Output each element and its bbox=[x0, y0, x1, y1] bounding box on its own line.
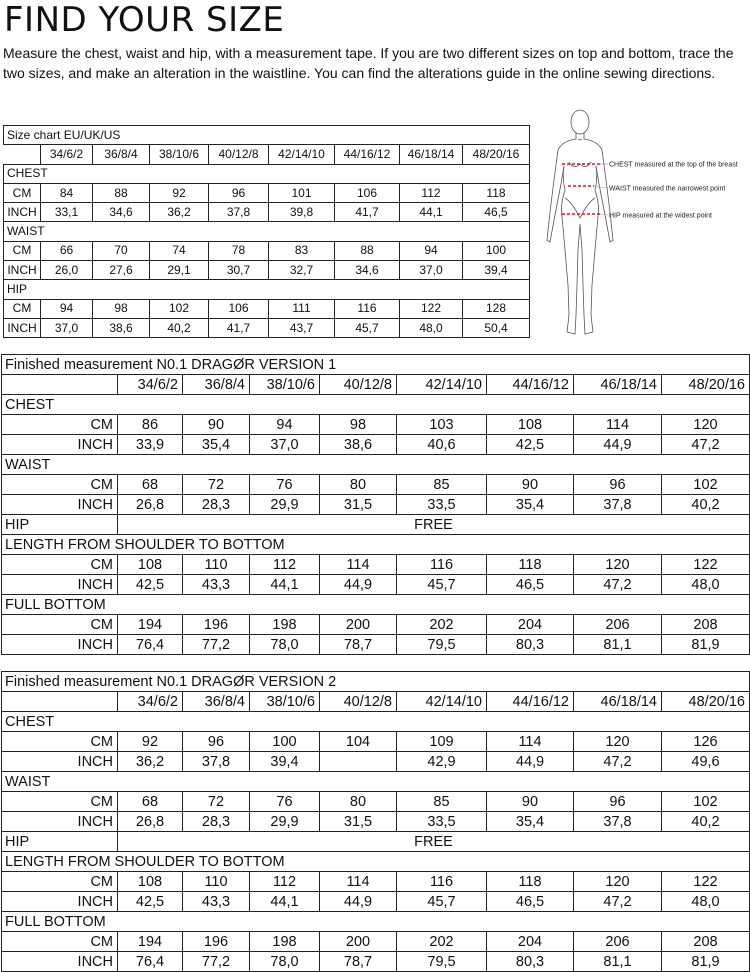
table-row bbox=[2, 435, 750, 455]
value-cell: 36,2 bbox=[118, 752, 183, 772]
table-row bbox=[4, 241, 530, 260]
value-cell: 196 bbox=[183, 615, 250, 635]
value-cell: 26,8 bbox=[118, 812, 183, 832]
value-cell: 40,2 bbox=[662, 495, 750, 515]
value-cell: 96 bbox=[574, 475, 662, 495]
value-cell: 118 bbox=[487, 872, 574, 892]
intro-text: Measure the chest, waist and hip, with a measurement tape. If you are two different sizes on top and bottom, trace the two sizes, and make an alteration in the waistline. You can find the alterations guide in the online sewing directions. bbox=[3, 45, 734, 81]
value-cell: 76 bbox=[250, 475, 320, 495]
section-row bbox=[2, 395, 750, 415]
value-cell: 88 bbox=[335, 241, 400, 260]
value-cell: 120 bbox=[574, 732, 662, 752]
size-chart-table bbox=[3, 125, 530, 338]
value-cell: 34,6 bbox=[335, 261, 400, 280]
value-cell: 109 bbox=[397, 732, 487, 752]
section-row bbox=[2, 515, 750, 535]
table-row bbox=[2, 615, 750, 635]
value-cell: 120 bbox=[574, 872, 662, 892]
value-cell: 114 bbox=[320, 872, 397, 892]
value-cell: 204 bbox=[487, 932, 574, 952]
header-spacer bbox=[2, 375, 118, 395]
value-cell: 42,9 bbox=[397, 752, 487, 772]
value-cell: 208 bbox=[662, 615, 750, 635]
value-cell: 29,9 bbox=[250, 495, 320, 515]
value-cell: 94 bbox=[41, 299, 93, 318]
unit-label: INCH bbox=[4, 261, 41, 280]
size-header: 48/20/16 bbox=[662, 692, 750, 712]
unit-label: CM bbox=[2, 792, 118, 812]
size-header: 36/8/4 bbox=[183, 692, 250, 712]
value-cell: 43,3 bbox=[183, 575, 250, 595]
section-label: CHEST bbox=[4, 164, 530, 183]
section-row bbox=[2, 912, 750, 932]
value-cell: 118 bbox=[487, 555, 574, 575]
value-cell: 96 bbox=[183, 732, 250, 752]
value-cell: 49,6 bbox=[662, 752, 750, 772]
table-row bbox=[4, 299, 530, 318]
size-header: 34/6/2 bbox=[118, 375, 183, 395]
unit-label: INCH bbox=[2, 575, 118, 595]
value-cell: 128 bbox=[463, 299, 530, 318]
value-cell: 80 bbox=[320, 792, 397, 812]
value-cell: 33,5 bbox=[397, 812, 487, 832]
size-header: 38/10/6 bbox=[250, 692, 320, 712]
value-cell: 77,2 bbox=[183, 952, 250, 972]
value-cell: 88 bbox=[93, 183, 150, 202]
value-cell: 44,1 bbox=[250, 575, 320, 595]
section-row bbox=[4, 164, 530, 183]
table-row bbox=[2, 555, 750, 575]
value-cell: 108 bbox=[487, 415, 574, 435]
free-cell: FREE bbox=[118, 515, 750, 535]
value-cell: 42,5 bbox=[118, 575, 183, 595]
value-cell: 26,0 bbox=[41, 261, 93, 280]
table-title-row bbox=[4, 126, 530, 145]
unit-label: INCH bbox=[4, 318, 41, 337]
section-label: HIP bbox=[2, 515, 118, 535]
value-cell: 38,6 bbox=[320, 435, 397, 455]
value-cell: 48,0 bbox=[662, 575, 750, 595]
table-title: Finished measurement N0.1 DRAGØR VERSION 2 bbox=[2, 672, 750, 692]
size-header: 40/12/8 bbox=[320, 375, 397, 395]
value-cell: 200 bbox=[320, 615, 397, 635]
value-cell: 43,7 bbox=[269, 318, 335, 337]
value-cell: 76 bbox=[250, 792, 320, 812]
value-cell: 111 bbox=[269, 299, 335, 318]
value-cell: 34,6 bbox=[93, 203, 150, 222]
unit-label: CM bbox=[2, 555, 118, 575]
size-header: 42/14/10 bbox=[397, 375, 487, 395]
value-cell: 108 bbox=[118, 555, 183, 575]
value-cell: 47,2 bbox=[574, 752, 662, 772]
value-cell: 120 bbox=[574, 555, 662, 575]
value-cell: 70 bbox=[93, 241, 150, 260]
table-row bbox=[2, 752, 750, 772]
body-measurement-figure bbox=[540, 100, 750, 342]
value-cell: 78,7 bbox=[320, 635, 397, 655]
value-cell: 85 bbox=[397, 475, 487, 495]
section-label: LENGTH FROM SHOULDER TO BOTTOM bbox=[2, 852, 750, 872]
section-row bbox=[2, 455, 750, 475]
body-outline-icon bbox=[547, 110, 613, 334]
value-cell: 96 bbox=[574, 792, 662, 812]
size-header: 44/16/12 bbox=[487, 692, 574, 712]
value-cell: 28,3 bbox=[183, 812, 250, 832]
unit-label: INCH bbox=[2, 892, 118, 912]
value-cell: 106 bbox=[209, 299, 269, 318]
value-cell: 120 bbox=[662, 415, 750, 435]
value-cell: 80 bbox=[320, 475, 397, 495]
table-row bbox=[2, 635, 750, 655]
value-cell: 47,2 bbox=[574, 575, 662, 595]
table-row bbox=[2, 475, 750, 495]
value-cell: 194 bbox=[118, 932, 183, 952]
page-title: FIND YOUR SIZE bbox=[4, 0, 285, 40]
table-row bbox=[2, 792, 750, 812]
header-spacer bbox=[2, 692, 118, 712]
value-cell: 122 bbox=[400, 299, 463, 318]
unit-label: CM bbox=[2, 932, 118, 952]
value-cell: 79,5 bbox=[397, 952, 487, 972]
value-cell: 28,3 bbox=[183, 495, 250, 515]
value-cell: 194 bbox=[118, 615, 183, 635]
value-cell: 45,7 bbox=[335, 318, 400, 337]
size-header: 36/8/4 bbox=[183, 375, 250, 395]
value-cell: 33,5 bbox=[397, 495, 487, 515]
value-cell: 78 bbox=[209, 241, 269, 260]
section-label: LENGTH FROM SHOULDER TO BOTTOM bbox=[2, 535, 750, 555]
value-cell: 68 bbox=[118, 475, 183, 495]
measurement-markers bbox=[562, 164, 600, 214]
size-header: 46/18/14 bbox=[574, 375, 662, 395]
unit-label: CM bbox=[2, 732, 118, 752]
value-cell: 90 bbox=[183, 415, 250, 435]
size-header: 34/6/2 bbox=[118, 692, 183, 712]
table-title: Size chart EU/UK/US bbox=[4, 126, 530, 145]
value-cell: 36,2 bbox=[150, 203, 209, 222]
value-cell: 208 bbox=[662, 932, 750, 952]
table-title-row bbox=[2, 355, 750, 375]
value-cell: 42,5 bbox=[487, 435, 574, 455]
value-cell: 40,6 bbox=[397, 435, 487, 455]
value-cell: 29,9 bbox=[250, 812, 320, 832]
value-cell: 78,0 bbox=[250, 952, 320, 972]
unit-label: CM bbox=[4, 299, 41, 318]
value-cell: 106 bbox=[335, 183, 400, 202]
table-row bbox=[4, 203, 530, 222]
value-cell: 48,0 bbox=[400, 318, 463, 337]
table-row bbox=[2, 812, 750, 832]
value-cell: 112 bbox=[400, 183, 463, 202]
size-header: 34/6/2 bbox=[41, 145, 93, 164]
value-cell: 74 bbox=[150, 241, 209, 260]
value-cell: 44,1 bbox=[250, 892, 320, 912]
size-header: 40/12/8 bbox=[209, 145, 269, 164]
value-cell: 79,5 bbox=[397, 635, 487, 655]
value-cell: 102 bbox=[150, 299, 209, 318]
section-label: WAIST bbox=[2, 772, 750, 792]
section-label: WAIST bbox=[4, 222, 530, 241]
value-cell: 122 bbox=[662, 872, 750, 892]
value-cell: 96 bbox=[209, 183, 269, 202]
value-cell: 32,7 bbox=[269, 261, 335, 280]
table-row bbox=[4, 318, 530, 337]
table-row bbox=[2, 892, 750, 912]
unit-label: INCH bbox=[2, 495, 118, 515]
value-cell: 94 bbox=[250, 415, 320, 435]
value-cell: 102 bbox=[662, 792, 750, 812]
value-cell: 81,1 bbox=[574, 952, 662, 972]
finished-measurement-table-version-2 bbox=[1, 671, 750, 972]
size-header: 44/16/12 bbox=[487, 375, 574, 395]
section-row bbox=[2, 535, 750, 555]
table-row bbox=[2, 932, 750, 952]
value-cell: 40,2 bbox=[150, 318, 209, 337]
size-header: 38/10/6 bbox=[250, 375, 320, 395]
value-cell: 206 bbox=[574, 615, 662, 635]
section-label: HIP bbox=[4, 280, 530, 299]
table-row bbox=[2, 495, 750, 515]
value-cell: 44,9 bbox=[574, 435, 662, 455]
unit-label: CM bbox=[4, 183, 41, 202]
value-cell: 116 bbox=[397, 555, 487, 575]
value-cell: 29,1 bbox=[150, 261, 209, 280]
section-row bbox=[2, 832, 750, 852]
value-cell: 112 bbox=[250, 872, 320, 892]
value-cell: 50,4 bbox=[463, 318, 530, 337]
value-cell: 46,5 bbox=[463, 203, 530, 222]
size-header-row bbox=[4, 145, 530, 164]
size-header-row bbox=[2, 692, 750, 712]
unit-label: CM bbox=[2, 475, 118, 495]
value-cell: 41,7 bbox=[209, 318, 269, 337]
value-cell: 198 bbox=[250, 615, 320, 635]
label-leaders bbox=[594, 164, 608, 215]
table-title: Finished measurement N0.1 DRAGØR VERSION 1 bbox=[2, 355, 750, 375]
value-cell: 37,8 bbox=[574, 812, 662, 832]
value-cell: 104 bbox=[320, 732, 397, 752]
value-cell: 26,8 bbox=[118, 495, 183, 515]
size-header: 48/20/16 bbox=[463, 145, 530, 164]
value-cell: 72 bbox=[183, 475, 250, 495]
value-cell: 81,1 bbox=[574, 635, 662, 655]
unit-label: CM bbox=[2, 415, 118, 435]
value-cell: 98 bbox=[93, 299, 150, 318]
size-header-row bbox=[2, 375, 750, 395]
value-cell: 80,3 bbox=[487, 635, 574, 655]
value-cell: 37,0 bbox=[41, 318, 93, 337]
unit-label: INCH bbox=[2, 952, 118, 972]
value-cell: 116 bbox=[397, 872, 487, 892]
value-cell: 35,4 bbox=[183, 435, 250, 455]
value-cell: 90 bbox=[487, 792, 574, 812]
value-cell: 35,4 bbox=[487, 495, 574, 515]
value-cell: 103 bbox=[397, 415, 487, 435]
value-cell: 98 bbox=[320, 415, 397, 435]
value-cell: 35,4 bbox=[487, 812, 574, 832]
section-label: WAIST bbox=[2, 455, 750, 475]
free-cell: FREE bbox=[118, 832, 750, 852]
value-cell bbox=[320, 752, 397, 772]
value-cell: 202 bbox=[397, 932, 487, 952]
value-cell: 83 bbox=[269, 241, 335, 260]
value-cell: 37,0 bbox=[250, 435, 320, 455]
value-cell: 100 bbox=[463, 241, 530, 260]
value-cell: 112 bbox=[250, 555, 320, 575]
value-cell: 80,3 bbox=[487, 952, 574, 972]
value-cell: 30,7 bbox=[209, 261, 269, 280]
hip-label: HIP measured at the widest point bbox=[609, 212, 712, 220]
value-cell: 37,8 bbox=[574, 495, 662, 515]
value-cell: 37,8 bbox=[183, 752, 250, 772]
size-header: 42/14/10 bbox=[269, 145, 335, 164]
value-cell: 45,7 bbox=[397, 892, 487, 912]
section-row bbox=[2, 712, 750, 732]
value-cell: 90 bbox=[487, 475, 574, 495]
value-cell: 44,9 bbox=[320, 575, 397, 595]
value-cell: 66 bbox=[41, 241, 93, 260]
value-cell: 81,9 bbox=[662, 952, 750, 972]
table-title-row bbox=[2, 672, 750, 692]
value-cell: 110 bbox=[183, 872, 250, 892]
unit-label: INCH bbox=[2, 435, 118, 455]
section-label: FULL BOTTOM bbox=[2, 595, 750, 615]
value-cell: 198 bbox=[250, 932, 320, 952]
value-cell: 116 bbox=[335, 299, 400, 318]
table-row bbox=[2, 872, 750, 892]
value-cell: 44,9 bbox=[487, 752, 574, 772]
header-spacer bbox=[4, 145, 41, 164]
unit-label: INCH bbox=[2, 635, 118, 655]
value-cell: 81,9 bbox=[662, 635, 750, 655]
value-cell: 206 bbox=[574, 932, 662, 952]
section-label: HIP bbox=[2, 832, 118, 852]
value-cell: 33,1 bbox=[41, 203, 93, 222]
value-cell: 85 bbox=[397, 792, 487, 812]
section-row bbox=[4, 280, 530, 299]
value-cell: 114 bbox=[574, 415, 662, 435]
value-cell: 33,9 bbox=[118, 435, 183, 455]
value-cell: 76,4 bbox=[118, 635, 183, 655]
value-cell: 114 bbox=[320, 555, 397, 575]
unit-label: INCH bbox=[4, 203, 41, 222]
value-cell: 43,3 bbox=[183, 892, 250, 912]
value-cell: 77,2 bbox=[183, 635, 250, 655]
value-cell: 44,9 bbox=[320, 892, 397, 912]
table-row bbox=[2, 732, 750, 752]
table-row bbox=[2, 575, 750, 595]
value-cell: 110 bbox=[183, 555, 250, 575]
table-row bbox=[4, 261, 530, 280]
value-cell: 46,5 bbox=[487, 575, 574, 595]
value-cell: 202 bbox=[397, 615, 487, 635]
value-cell: 100 bbox=[250, 732, 320, 752]
value-cell: 39,4 bbox=[463, 261, 530, 280]
section-row bbox=[2, 772, 750, 792]
unit-label: CM bbox=[4, 241, 41, 260]
value-cell: 47,2 bbox=[574, 892, 662, 912]
waist-label: WAIST measured the narrowest point bbox=[609, 185, 726, 193]
unit-label: CM bbox=[2, 872, 118, 892]
value-cell: 86 bbox=[118, 415, 183, 435]
size-header: 46/18/14 bbox=[574, 692, 662, 712]
value-cell: 39,8 bbox=[269, 203, 335, 222]
value-cell: 47,2 bbox=[662, 435, 750, 455]
size-header: 48/20/16 bbox=[662, 375, 750, 395]
size-header: 46/18/14 bbox=[400, 145, 463, 164]
value-cell: 84 bbox=[41, 183, 93, 202]
size-header: 44/16/12 bbox=[335, 145, 400, 164]
value-cell: 118 bbox=[463, 183, 530, 202]
value-cell: 27,6 bbox=[93, 261, 150, 280]
value-cell: 31,5 bbox=[320, 812, 397, 832]
size-header: 40/12/8 bbox=[320, 692, 397, 712]
value-cell: 102 bbox=[662, 475, 750, 495]
section-label: CHEST bbox=[2, 395, 750, 415]
section-label: CHEST bbox=[2, 712, 750, 732]
unit-label: INCH bbox=[2, 752, 118, 772]
value-cell: 40,2 bbox=[662, 812, 750, 832]
section-row bbox=[2, 852, 750, 872]
value-cell: 78,7 bbox=[320, 952, 397, 972]
value-cell: 114 bbox=[487, 732, 574, 752]
section-row bbox=[2, 595, 750, 615]
value-cell: 122 bbox=[662, 555, 750, 575]
size-header: 36/8/4 bbox=[93, 145, 150, 164]
value-cell: 196 bbox=[183, 932, 250, 952]
value-cell: 38,6 bbox=[93, 318, 150, 337]
value-cell: 200 bbox=[320, 932, 397, 952]
chest-label: CHEST measured at the top of the breast bbox=[609, 161, 738, 169]
unit-label: INCH bbox=[2, 812, 118, 832]
value-cell: 92 bbox=[150, 183, 209, 202]
value-cell: 108 bbox=[118, 872, 183, 892]
value-cell: 204 bbox=[487, 615, 574, 635]
table-row bbox=[2, 415, 750, 435]
value-cell: 68 bbox=[118, 792, 183, 812]
finished-measurement-table-version-1 bbox=[1, 354, 750, 655]
value-cell: 37,8 bbox=[209, 203, 269, 222]
value-cell: 76,4 bbox=[118, 952, 183, 972]
size-header: 42/14/10 bbox=[397, 692, 487, 712]
unit-label: CM bbox=[2, 615, 118, 635]
value-cell: 101 bbox=[269, 183, 335, 202]
value-cell: 126 bbox=[662, 732, 750, 752]
size-header: 38/10/6 bbox=[150, 145, 209, 164]
table-row bbox=[4, 183, 530, 202]
value-cell: 78,0 bbox=[250, 635, 320, 655]
value-cell: 41,7 bbox=[335, 203, 400, 222]
value-cell: 46,5 bbox=[487, 892, 574, 912]
value-cell: 39,4 bbox=[250, 752, 320, 772]
value-cell: 94 bbox=[400, 241, 463, 260]
value-cell: 72 bbox=[183, 792, 250, 812]
value-cell: 42,5 bbox=[118, 892, 183, 912]
value-cell: 92 bbox=[118, 732, 183, 752]
section-label: FULL BOTTOM bbox=[2, 912, 750, 932]
value-cell: 45,7 bbox=[397, 575, 487, 595]
value-cell: 44,1 bbox=[400, 203, 463, 222]
value-cell: 48,0 bbox=[662, 892, 750, 912]
value-cell: 37,0 bbox=[400, 261, 463, 280]
value-cell: 31,5 bbox=[320, 495, 397, 515]
section-row bbox=[4, 222, 530, 241]
